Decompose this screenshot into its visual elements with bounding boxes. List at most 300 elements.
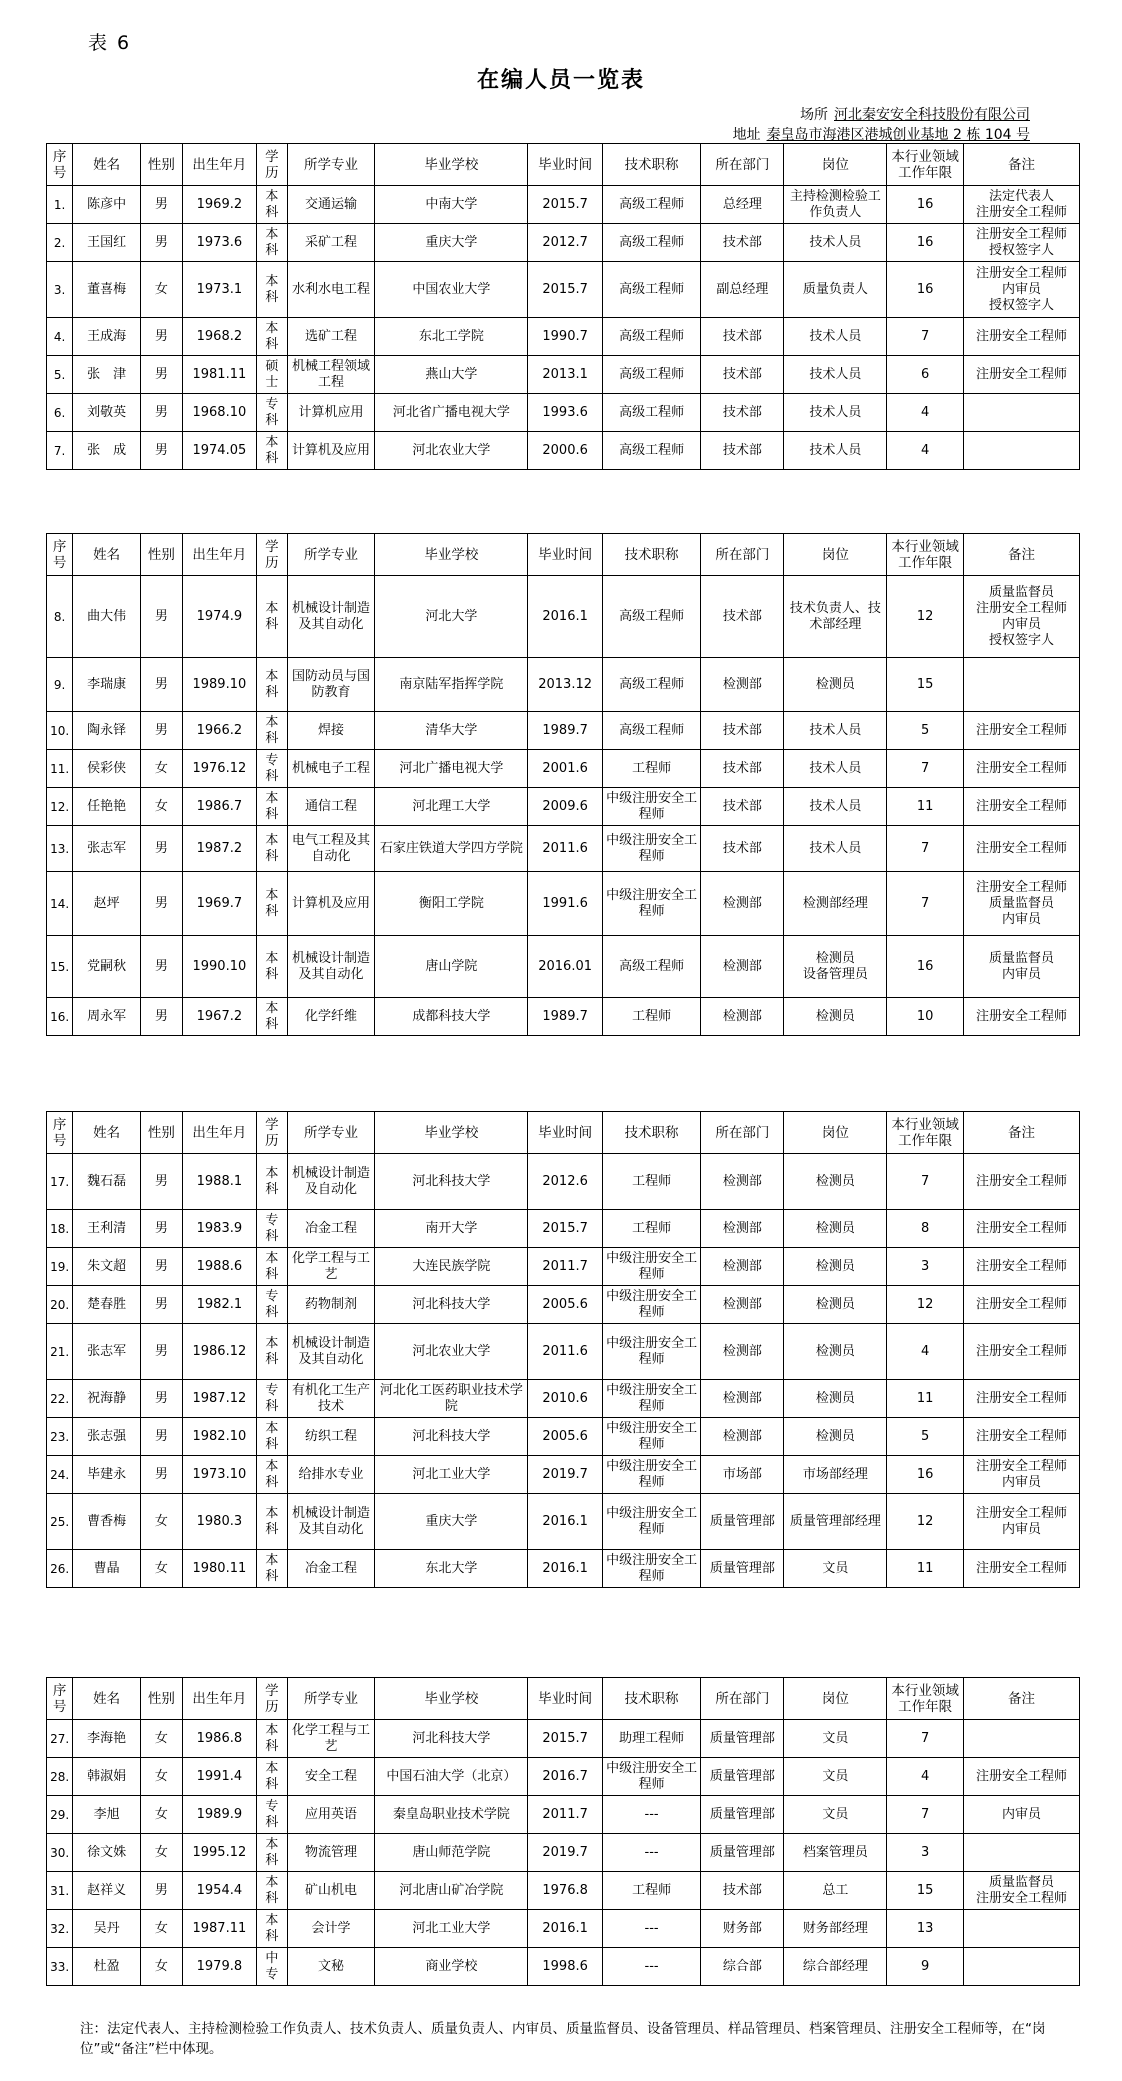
cell-birth: 1973.10	[182, 1456, 256, 1494]
cell-seq: 10.	[47, 712, 73, 750]
cell-gender: 女	[141, 1796, 183, 1834]
table-row	[47, 1872, 1080, 1910]
cell-remark: 质量监督员 内审员	[963, 936, 1079, 998]
column-header-major: 所学专业	[287, 534, 375, 576]
cell-major: 药物制剂	[287, 1286, 375, 1324]
table-row	[47, 788, 1080, 826]
cell-remark: 注册安全工程师	[963, 1380, 1079, 1418]
cell-birth: 1974.9	[182, 576, 256, 658]
cell-grad-date: 2016.1	[528, 1550, 602, 1588]
cell-seq: 5.	[47, 356, 73, 394]
column-header-edu: 学历	[257, 1678, 288, 1720]
cell-seq: 12.	[47, 788, 73, 826]
cell-dept: 技术部	[701, 750, 784, 788]
cell-major: 机械工程领域工程	[287, 356, 375, 394]
cell-name: 陈彦中	[73, 186, 141, 224]
cell-name: 张 津	[73, 356, 141, 394]
cell-title: 中级注册安全工程师	[602, 1324, 700, 1380]
cell-title: 中级注册安全工程师	[602, 1550, 700, 1588]
cell-edu: 中专	[257, 1948, 288, 1986]
cell-title: ---	[602, 1910, 700, 1948]
table-row	[47, 998, 1080, 1036]
cell-seq: 13.	[47, 826, 73, 872]
cell-grad-date: 1993.6	[528, 394, 602, 432]
cell-major: 化学纤维	[287, 998, 375, 1036]
cell-title: 高级工程师	[602, 186, 700, 224]
column-header-name: 姓名	[73, 1112, 141, 1154]
cell-edu: 专科	[257, 750, 288, 788]
cell-edu: 本科	[257, 1758, 288, 1796]
cell-post: 检测部经理	[784, 872, 887, 936]
column-header-seq: 序号	[47, 144, 73, 186]
cell-title: 中级注册安全工程师	[602, 788, 700, 826]
cell-post: 综合部经理	[784, 1948, 887, 1986]
table-row	[47, 186, 1080, 224]
cell-grad-date: 2009.6	[528, 788, 602, 826]
cell-title: 高级工程师	[602, 576, 700, 658]
cell-grad-date: 2016.1	[528, 1494, 602, 1550]
cell-grad-date: 2013.1	[528, 356, 602, 394]
cell-dept: 副总经理	[701, 262, 784, 318]
cell-name: 吴丹	[73, 1910, 141, 1948]
cell-birth: 1974.05	[182, 432, 256, 470]
cell-post: 质量负责人	[784, 262, 887, 318]
cell-name: 陶永铎	[73, 712, 141, 750]
cell-gender: 男	[141, 712, 183, 750]
cell-seq: 17.	[47, 1154, 73, 1210]
cell-seq: 25.	[47, 1494, 73, 1550]
cell-remark	[963, 1834, 1079, 1872]
cell-seq: 32.	[47, 1910, 73, 1948]
cell-name: 韩淑娟	[73, 1758, 141, 1796]
cell-title: 中级注册安全工程师	[602, 1418, 700, 1456]
cell-remark: 注册安全工程师 质量监督员 内审员	[963, 872, 1079, 936]
column-header-school: 毕业学校	[375, 534, 528, 576]
cell-years: 4	[887, 1758, 964, 1796]
cell-major: 物流管理	[287, 1834, 375, 1872]
cell-post: 技术人员	[784, 788, 887, 826]
cell-birth: 1983.9	[182, 1210, 256, 1248]
cell-edu: 本科	[257, 186, 288, 224]
cell-grad-date: 2016.7	[528, 1758, 602, 1796]
cell-gender: 女	[141, 1720, 183, 1758]
cell-title: 中级注册安全工程师	[602, 872, 700, 936]
cell-grad-date: 2012.6	[528, 1154, 602, 1210]
cell-school: 唐山学院	[375, 936, 528, 998]
staff-table	[46, 533, 1080, 1036]
cell-years: 8	[887, 1210, 964, 1248]
table-row	[47, 750, 1080, 788]
cell-school: 河北科技大学	[375, 1154, 528, 1210]
cell-edu: 本科	[257, 826, 288, 872]
cell-title: 中级注册安全工程师	[602, 1456, 700, 1494]
cell-remark: 注册安全工程师	[963, 1324, 1079, 1380]
cell-dept: 检测部	[701, 1324, 784, 1380]
cell-seq: 8.	[47, 576, 73, 658]
cell-years: 9	[887, 1948, 964, 1986]
column-header-grad-date: 毕业时间	[528, 1678, 602, 1720]
column-header-title: 技术职称	[602, 534, 700, 576]
cell-post: 技术人员	[784, 318, 887, 356]
cell-name: 曲大伟	[73, 576, 141, 658]
cell-remark: 注册安全工程师	[963, 1154, 1079, 1210]
cell-edu: 本科	[257, 1720, 288, 1758]
cell-dept: 技术部	[701, 356, 784, 394]
cell-dept: 检测部	[701, 872, 784, 936]
cell-edu: 本科	[257, 1872, 288, 1910]
cell-edu: 本科	[257, 1154, 288, 1210]
cell-post: 主持检测检验工作负责人	[784, 186, 887, 224]
cell-title: ---	[602, 1834, 700, 1872]
column-header-seq: 序号	[47, 1678, 73, 1720]
column-header-post: 岗位	[784, 144, 887, 186]
cell-name: 曹香梅	[73, 1494, 141, 1550]
cell-major: 冶金工程	[287, 1550, 375, 1588]
cell-birth: 1990.10	[182, 936, 256, 998]
cell-birth: 1986.8	[182, 1720, 256, 1758]
cell-gender: 女	[141, 1550, 183, 1588]
cell-edu: 本科	[257, 1418, 288, 1456]
cell-remark	[963, 658, 1079, 712]
cell-grad-date: 2005.6	[528, 1418, 602, 1456]
table-row	[47, 394, 1080, 432]
document-title: 在编人员一览表	[476, 67, 645, 93]
cell-years: 12	[887, 1494, 964, 1550]
cell-edu: 本科	[257, 432, 288, 470]
cell-grad-date: 2016.1	[528, 576, 602, 658]
column-header-grad-date: 毕业时间	[528, 534, 602, 576]
cell-seq: 31.	[47, 1872, 73, 1910]
cell-major: 机械设计制造及其自动化	[287, 576, 375, 658]
table-row	[47, 262, 1080, 318]
cell-school: 河北农业大学	[375, 1324, 528, 1380]
cell-post: 技术人员	[784, 356, 887, 394]
cell-name: 祝海静	[73, 1380, 141, 1418]
table-row	[47, 1248, 1080, 1286]
cell-title: 高级工程师	[602, 432, 700, 470]
cell-birth: 1976.12	[182, 750, 256, 788]
cell-name: 王利清	[73, 1210, 141, 1248]
column-header-title: 技术职称	[602, 1678, 700, 1720]
cell-edu: 专科	[257, 394, 288, 432]
cell-major: 选矿工程	[287, 318, 375, 356]
column-header-years: 本行业领域工作年限	[887, 1678, 964, 1720]
cell-years: 7	[887, 1720, 964, 1758]
cell-school: 清华大学	[375, 712, 528, 750]
cell-gender: 男	[141, 1872, 183, 1910]
cell-gender: 男	[141, 356, 183, 394]
cell-major: 给排水专业	[287, 1456, 375, 1494]
cell-remark: 注册安全工程师 内审员	[963, 1494, 1079, 1550]
cell-school: 衡阳工学院	[375, 872, 528, 936]
column-header-birth: 出生年月	[182, 1112, 256, 1154]
cell-seq: 18.	[47, 1210, 73, 1248]
cell-grad-date: 2015.7	[528, 1210, 602, 1248]
cell-edu: 本科	[257, 1248, 288, 1286]
cell-post: 质量管理部经理	[784, 1494, 887, 1550]
cell-post: 检测员	[784, 1418, 887, 1456]
cell-name: 张 成	[73, 432, 141, 470]
cell-edu: 专科	[257, 1210, 288, 1248]
column-header-remark: 备注	[963, 144, 1079, 186]
cell-post: 文员	[784, 1796, 887, 1834]
cell-edu: 专科	[257, 1796, 288, 1834]
cell-name: 张志军	[73, 1324, 141, 1380]
cell-years: 7	[887, 318, 964, 356]
cell-dept: 检测部	[701, 1418, 784, 1456]
cell-post: 检测员	[784, 1380, 887, 1418]
cell-dept: 技术部	[701, 826, 784, 872]
cell-school: 商业学校	[375, 1948, 528, 1986]
cell-birth: 1982.10	[182, 1418, 256, 1456]
cell-birth: 1987.2	[182, 826, 256, 872]
cell-school: 河北工业大学	[375, 1910, 528, 1948]
cell-birth: 1980.11	[182, 1550, 256, 1588]
column-header-edu: 学历	[257, 144, 288, 186]
cell-post: 总工	[784, 1872, 887, 1910]
cell-dept: 质量管理部	[701, 1796, 784, 1834]
cell-major: 矿山机电	[287, 1872, 375, 1910]
cell-school: 燕山大学	[375, 356, 528, 394]
cell-gender: 女	[141, 1494, 183, 1550]
column-header-gender: 性别	[141, 1112, 183, 1154]
cell-seq: 15.	[47, 936, 73, 998]
cell-grad-date: 2012.7	[528, 224, 602, 262]
cell-post: 技术人员	[784, 224, 887, 262]
cell-gender: 男	[141, 576, 183, 658]
cell-school: 中国石油大学（北京）	[375, 1758, 528, 1796]
cell-major: 计算机及应用	[287, 432, 375, 470]
cell-birth: 1982.1	[182, 1286, 256, 1324]
cell-years: 15	[887, 658, 964, 712]
cell-school: 河北唐山矿冶学院	[375, 1872, 528, 1910]
cell-grad-date: 2010.6	[528, 1380, 602, 1418]
cell-gender: 男	[141, 1248, 183, 1286]
table-row	[47, 826, 1080, 872]
cell-seq: 11.	[47, 750, 73, 788]
cell-seq: 16.	[47, 998, 73, 1036]
cell-school: 中南大学	[375, 186, 528, 224]
cell-name: 李瑞康	[73, 658, 141, 712]
cell-years: 15	[887, 1872, 964, 1910]
cell-edu: 本科	[257, 1834, 288, 1872]
cell-name: 杜盈	[73, 1948, 141, 1986]
cell-name: 曹晶	[73, 1550, 141, 1588]
cell-years: 7	[887, 1154, 964, 1210]
cell-post: 市场部经理	[784, 1456, 887, 1494]
cell-gender: 男	[141, 1210, 183, 1248]
column-header-dept: 所在部门	[701, 1112, 784, 1154]
cell-seq: 22.	[47, 1380, 73, 1418]
cell-remark: 注册安全工程师	[963, 1210, 1079, 1248]
cell-title: 中级注册安全工程师	[602, 1286, 700, 1324]
address-line	[733, 124, 1030, 144]
cell-school: 东北工学院	[375, 318, 528, 356]
cell-major: 会计学	[287, 1910, 375, 1948]
cell-school: 石家庄铁道大学四方学院	[375, 826, 528, 872]
cell-title: ---	[602, 1796, 700, 1834]
cell-years: 4	[887, 432, 964, 470]
cell-remark	[963, 1910, 1079, 1948]
cell-grad-date: 2015.7	[528, 262, 602, 318]
cell-major: 机械设计制造及自动化	[287, 1154, 375, 1210]
column-header-post: 岗位	[784, 534, 887, 576]
cell-name: 董喜梅	[73, 262, 141, 318]
cell-title: 高级工程师	[602, 658, 700, 712]
cell-name: 徐文姝	[73, 1834, 141, 1872]
cell-title: 中级注册安全工程师	[602, 1494, 700, 1550]
column-header-years: 本行业领域工作年限	[887, 534, 964, 576]
table-row	[47, 1418, 1080, 1456]
cell-seq: 26.	[47, 1550, 73, 1588]
column-header-grad-date: 毕业时间	[528, 1112, 602, 1154]
cell-edu: 本科	[257, 1910, 288, 1948]
cell-remark: 注册安全工程师	[963, 1286, 1079, 1324]
cell-birth: 1991.4	[182, 1758, 256, 1796]
cell-name: 周永军	[73, 998, 141, 1036]
cell-major: 采矿工程	[287, 224, 375, 262]
cell-name: 张志强	[73, 1418, 141, 1456]
cell-major: 化学工程与工艺	[287, 1248, 375, 1286]
cell-major: 应用英语	[287, 1796, 375, 1834]
column-header-years: 本行业领域工作年限	[887, 144, 964, 186]
table-row	[47, 432, 1080, 470]
cell-years: 7	[887, 750, 964, 788]
cell-dept: 检测部	[701, 936, 784, 998]
cell-gender: 男	[141, 432, 183, 470]
column-header-school: 毕业学校	[375, 1112, 528, 1154]
cell-edu: 本科	[257, 658, 288, 712]
column-header-remark: 备注	[963, 534, 1079, 576]
cell-seq: 27.	[47, 1720, 73, 1758]
column-header-grad-date: 毕业时间	[528, 144, 602, 186]
cell-gender: 男	[141, 1286, 183, 1324]
cell-post: 技术人员	[784, 432, 887, 470]
address-value: 秦皇岛市海港区港城创业基地 2 栋 104 号	[766, 127, 1030, 143]
cell-post: 检测员	[784, 1286, 887, 1324]
cell-remark: 注册安全工程师	[963, 318, 1079, 356]
cell-birth: 1988.1	[182, 1154, 256, 1210]
column-header-birth: 出生年月	[182, 144, 256, 186]
cell-gender: 男	[141, 998, 183, 1036]
table-row	[47, 1210, 1080, 1248]
cell-years: 5	[887, 712, 964, 750]
cell-name: 党嗣秋	[73, 936, 141, 998]
cell-gender: 男	[141, 394, 183, 432]
cell-major: 机械设计制造及其自动化	[287, 936, 375, 998]
cell-post: 检测员	[784, 1210, 887, 1248]
cell-remark: 注册安全工程师 授权签字人	[963, 224, 1079, 262]
cell-years: 12	[887, 576, 964, 658]
cell-years: 7	[887, 1796, 964, 1834]
cell-dept: 检测部	[701, 1210, 784, 1248]
cell-title: 高级工程师	[602, 936, 700, 998]
cell-school: 河北化工医药职业技术学院	[375, 1380, 528, 1418]
cell-seq: 14.	[47, 872, 73, 936]
cell-grad-date: 2011.7	[528, 1248, 602, 1286]
cell-major: 纺织工程	[287, 1418, 375, 1456]
cell-major: 有机化工生产技术	[287, 1380, 375, 1418]
cell-major: 水利水电工程	[287, 262, 375, 318]
table-row	[47, 1796, 1080, 1834]
cell-name: 楚春胜	[73, 1286, 141, 1324]
site-line	[800, 104, 1030, 124]
cell-gender: 女	[141, 1948, 183, 1986]
cell-dept: 市场部	[701, 1456, 784, 1494]
cell-major: 化学工程与工艺	[287, 1720, 375, 1758]
cell-dept: 综合部	[701, 1948, 784, 1986]
cell-remark: 注册安全工程师	[963, 788, 1079, 826]
cell-years: 11	[887, 1380, 964, 1418]
cell-dept: 技术部	[701, 318, 784, 356]
cell-remark: 注册安全工程师	[963, 1550, 1079, 1588]
cell-grad-date: 2019.7	[528, 1456, 602, 1494]
cell-major: 计算机应用	[287, 394, 375, 432]
cell-remark: 注册安全工程师	[963, 356, 1079, 394]
cell-school: 东北大学	[375, 1550, 528, 1588]
cell-birth: 1969.7	[182, 872, 256, 936]
cell-title: 助理工程师	[602, 1720, 700, 1758]
cell-edu: 本科	[257, 872, 288, 936]
cell-birth: 1988.6	[182, 1248, 256, 1286]
cell-gender: 男	[141, 872, 183, 936]
table-row	[47, 1948, 1080, 1986]
table-row	[47, 1154, 1080, 1210]
cell-name: 赵祥义	[73, 1872, 141, 1910]
cell-remark: 质量监督员 注册安全工程师	[963, 1872, 1079, 1910]
cell-gender: 男	[141, 658, 183, 712]
table-row	[47, 1456, 1080, 1494]
cell-title: 中级注册安全工程师	[602, 1380, 700, 1418]
cell-name: 侯彩侠	[73, 750, 141, 788]
cell-edu: 本科	[257, 936, 288, 998]
cell-remark	[963, 1948, 1079, 1986]
address-label: 地址	[732, 127, 761, 143]
table-row	[47, 872, 1080, 936]
cell-title: 高级工程师	[602, 394, 700, 432]
cell-dept: 质量管理部	[701, 1494, 784, 1550]
cell-remark: 内审员	[963, 1796, 1079, 1834]
cell-title: 中级注册安全工程师	[602, 826, 700, 872]
cell-years: 13	[887, 1910, 964, 1948]
column-header-title: 技术职称	[602, 1112, 700, 1154]
cell-years: 3	[887, 1834, 964, 1872]
cell-name: 王国红	[73, 224, 141, 262]
cell-dept: 技术部	[701, 432, 784, 470]
cell-years: 12	[887, 1286, 964, 1324]
column-header-post: 岗位	[784, 1678, 887, 1720]
cell-school: 重庆大学	[375, 224, 528, 262]
cell-title: 工程师	[602, 750, 700, 788]
cell-post: 文员	[784, 1720, 887, 1758]
cell-seq: 28.	[47, 1758, 73, 1796]
cell-gender: 女	[141, 750, 183, 788]
cell-years: 16	[887, 1456, 964, 1494]
column-header-years: 本行业领域工作年限	[887, 1112, 964, 1154]
table-row	[47, 1910, 1080, 1948]
cell-birth: 1968.10	[182, 394, 256, 432]
cell-seq: 4.	[47, 318, 73, 356]
cell-edu: 本科	[257, 788, 288, 826]
cell-gender: 男	[141, 186, 183, 224]
cell-dept: 检测部	[701, 1380, 784, 1418]
cell-remark: 注册安全工程师	[963, 998, 1079, 1036]
cell-name: 任艳艳	[73, 788, 141, 826]
cell-seq: 23.	[47, 1418, 73, 1456]
cell-years: 4	[887, 1324, 964, 1380]
cell-post: 技术人员	[784, 750, 887, 788]
cell-school: 南开大学	[375, 1210, 528, 1248]
